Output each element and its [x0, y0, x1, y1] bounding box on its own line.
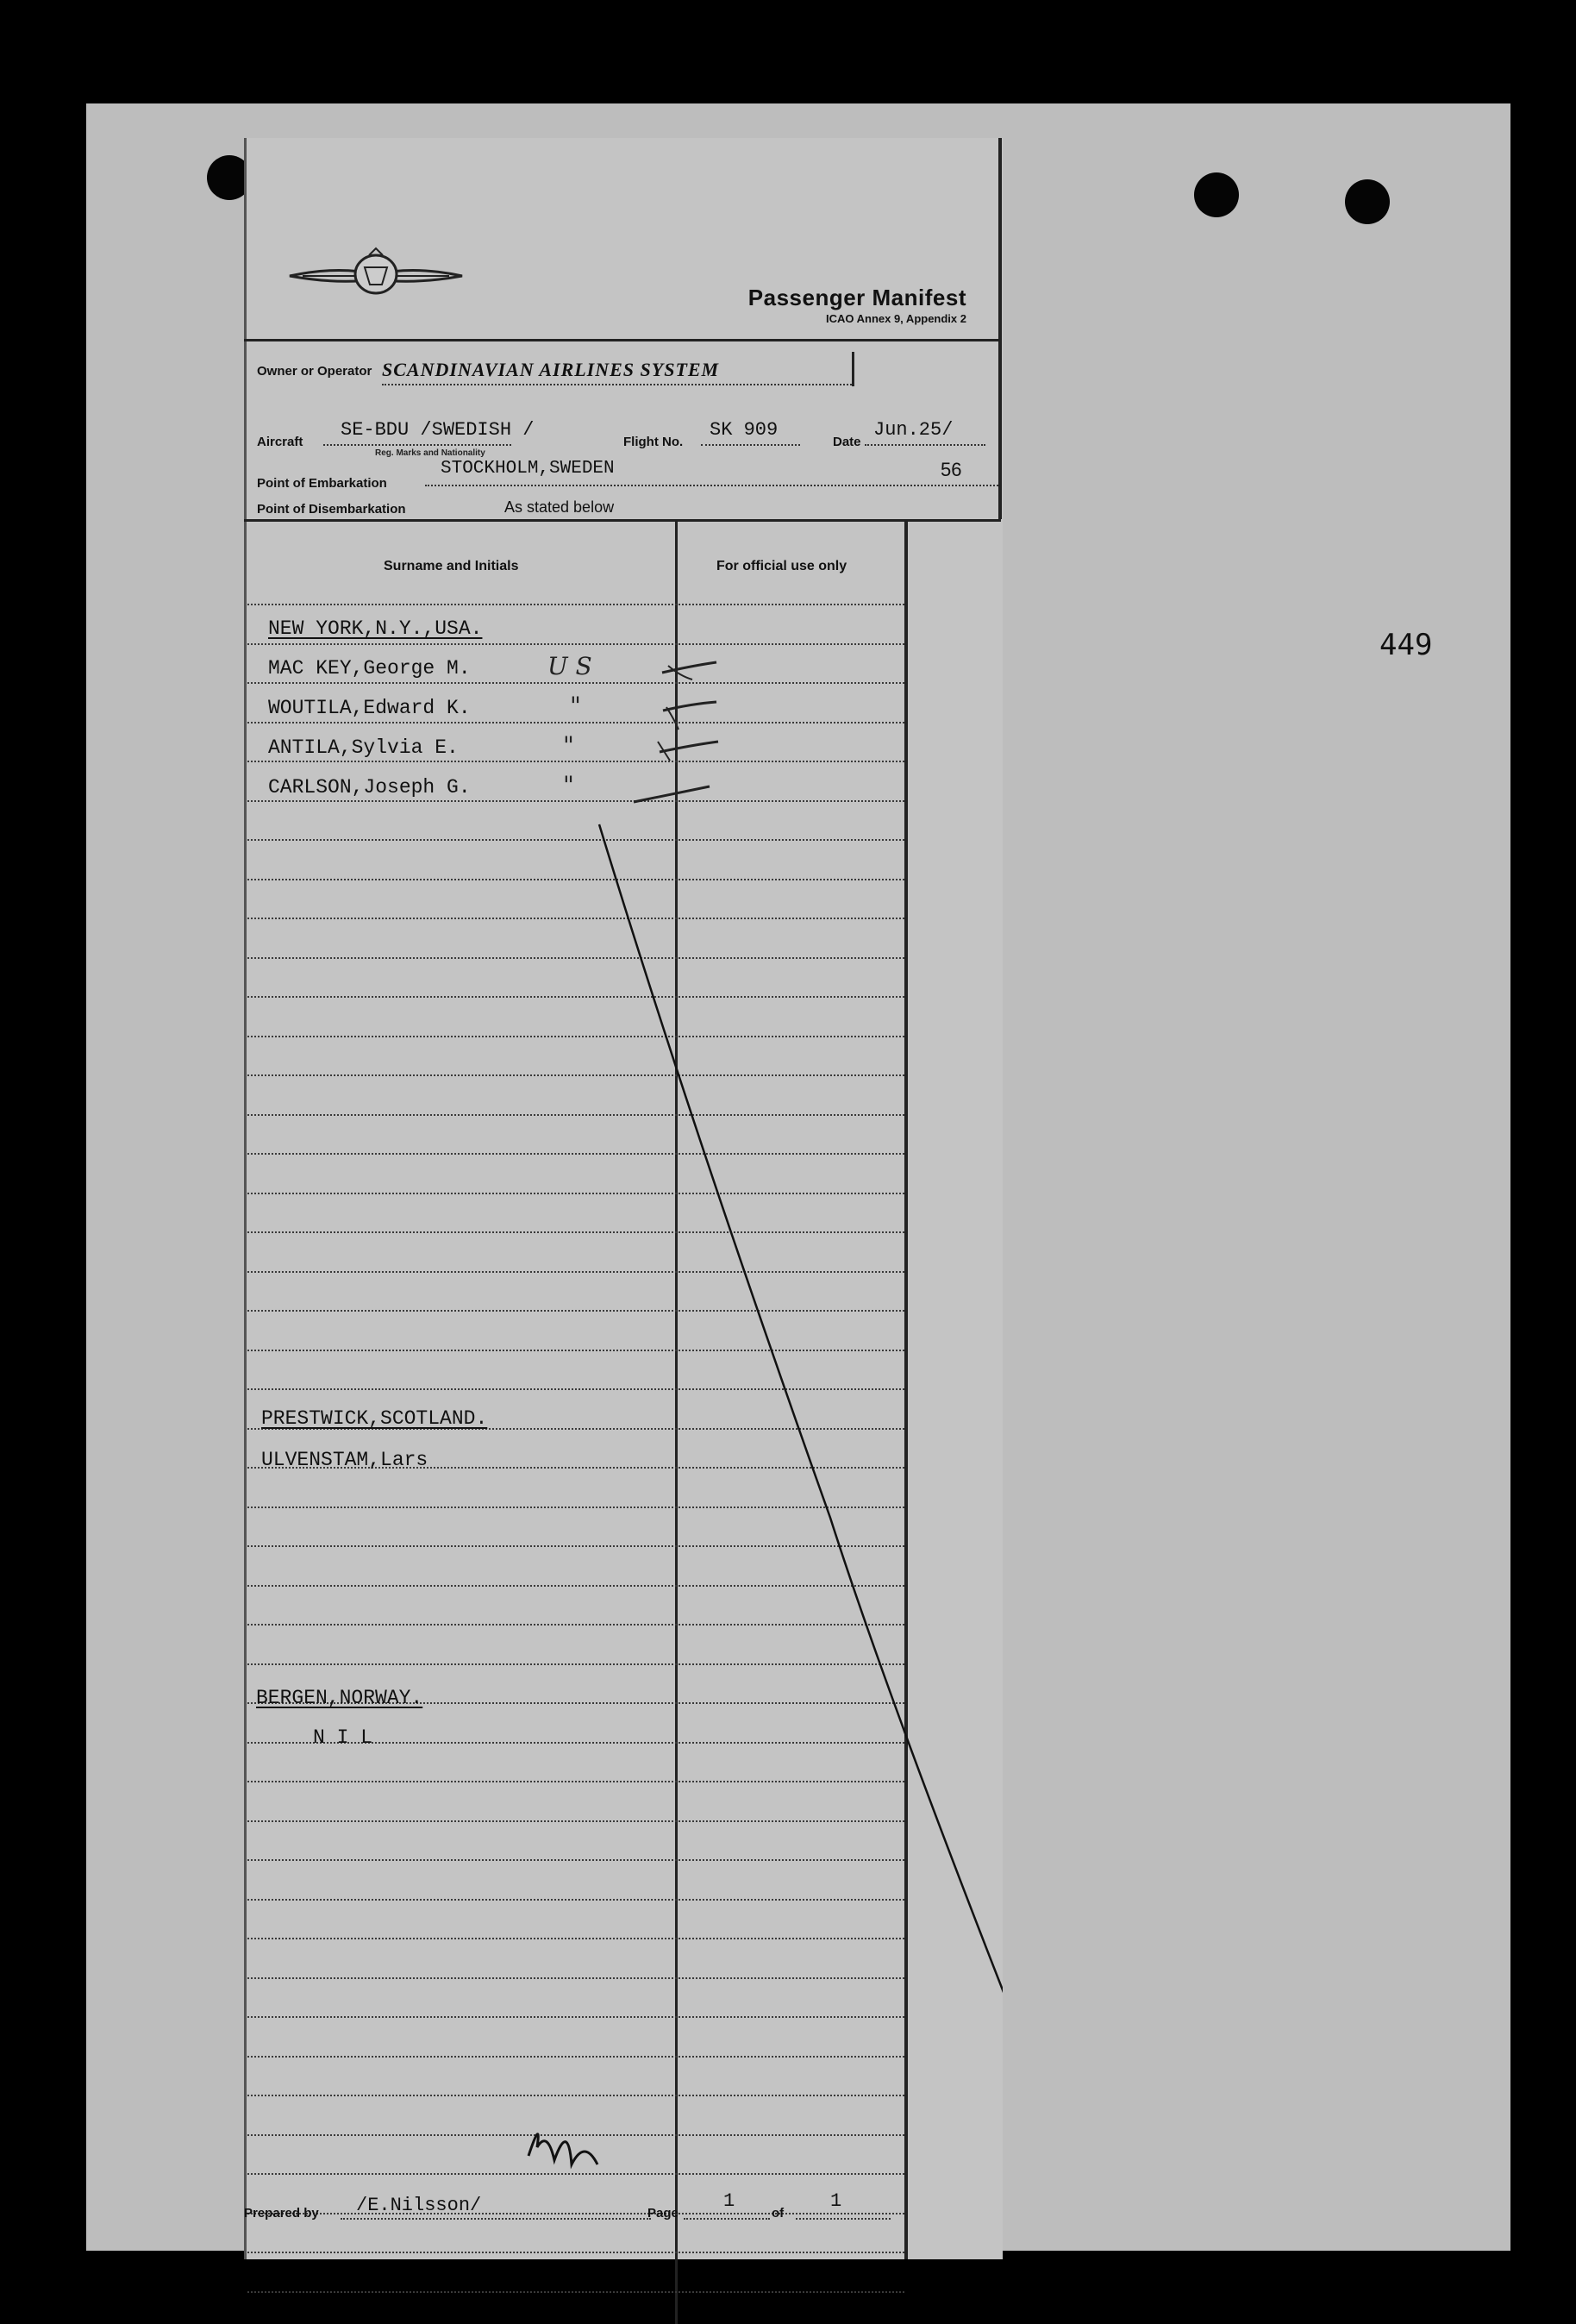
aircraft-label: Aircraft — [257, 435, 303, 449]
embarkation-label: Point of Embarkation — [257, 476, 387, 491]
embarkation-value: STOCKHOLM,SWEDEN — [441, 459, 615, 479]
passenger-name: ANTILA,Sylvia E. — [268, 736, 459, 759]
handwritten-ditto: " — [563, 771, 574, 799]
column-official: For official use only — [716, 559, 847, 573]
aircraft-value: SE-BDU /SWEDISH / — [341, 419, 535, 441]
page-value: 1 — [723, 2190, 735, 2212]
manifest-title: Passenger Manifest — [747, 285, 966, 310]
of-value: 1 — [830, 2190, 842, 2212]
flight-value: SK 909 — [710, 419, 779, 441]
of-label: of — [772, 2206, 785, 2221]
date-label: Date — [833, 435, 861, 449]
punch-hole — [1194, 172, 1239, 217]
passenger-name: ULVENSTAM,Lars — [261, 1449, 428, 1471]
passenger-manifest-form — [244, 138, 1003, 2259]
destination-bergen: BERGEN,NORWAY. — [256, 1687, 423, 1709]
prepared-by-label: Prepared by — [244, 2206, 319, 2221]
handwritten-ditto: " — [570, 692, 581, 720]
date-value: Jun.25/ — [873, 419, 954, 441]
column-surname: Surname and Initials — [384, 559, 519, 573]
owner-label: Owner or Operator — [257, 364, 372, 379]
prepared-by-value: /E.Nilsson/ — [356, 2195, 482, 2216]
page-label: Page — [647, 2206, 679, 2221]
owner-value: SCANDINAVIAN AIRLINES SYSTEM — [382, 359, 720, 380]
nil-entry: N I L — [313, 1726, 373, 1749]
page-dotline — [684, 2218, 770, 2220]
margin-number: 449 — [1379, 628, 1433, 662]
disembarkation-label: Point of Disembarkation — [257, 502, 406, 517]
aircraft-sub-label: Reg. Marks and Nationality — [375, 448, 485, 458]
destination-new-york: NEW YORK,N.Y.,USA. — [268, 617, 483, 640]
prepared-by-dotline — [341, 2218, 651, 2220]
date-year: 56 — [941, 459, 962, 480]
of-dotline — [796, 2218, 891, 2220]
passenger-name: CARLSON,Joseph G. — [268, 776, 471, 799]
table-rule-line — [247, 2291, 904, 2293]
passenger-name: MAC KEY,George M. — [268, 657, 471, 680]
handwritten-marks — [244, 138, 1003, 2259]
passenger-name: WOUTILA,Edward K. — [268, 697, 471, 719]
destination-prestwick: PRESTWICK,SCOTLAND. — [261, 1407, 488, 1430]
disembarkation-value: As stated below — [504, 498, 615, 516]
handwritten-ditto: " — [563, 731, 574, 760]
punch-hole — [1345, 179, 1390, 224]
flight-label: Flight No. — [623, 435, 684, 449]
manifest-subtitle: ICAO Annex 9, Appendix 2 — [825, 312, 966, 325]
handwritten-nationality: U S — [547, 652, 592, 680]
